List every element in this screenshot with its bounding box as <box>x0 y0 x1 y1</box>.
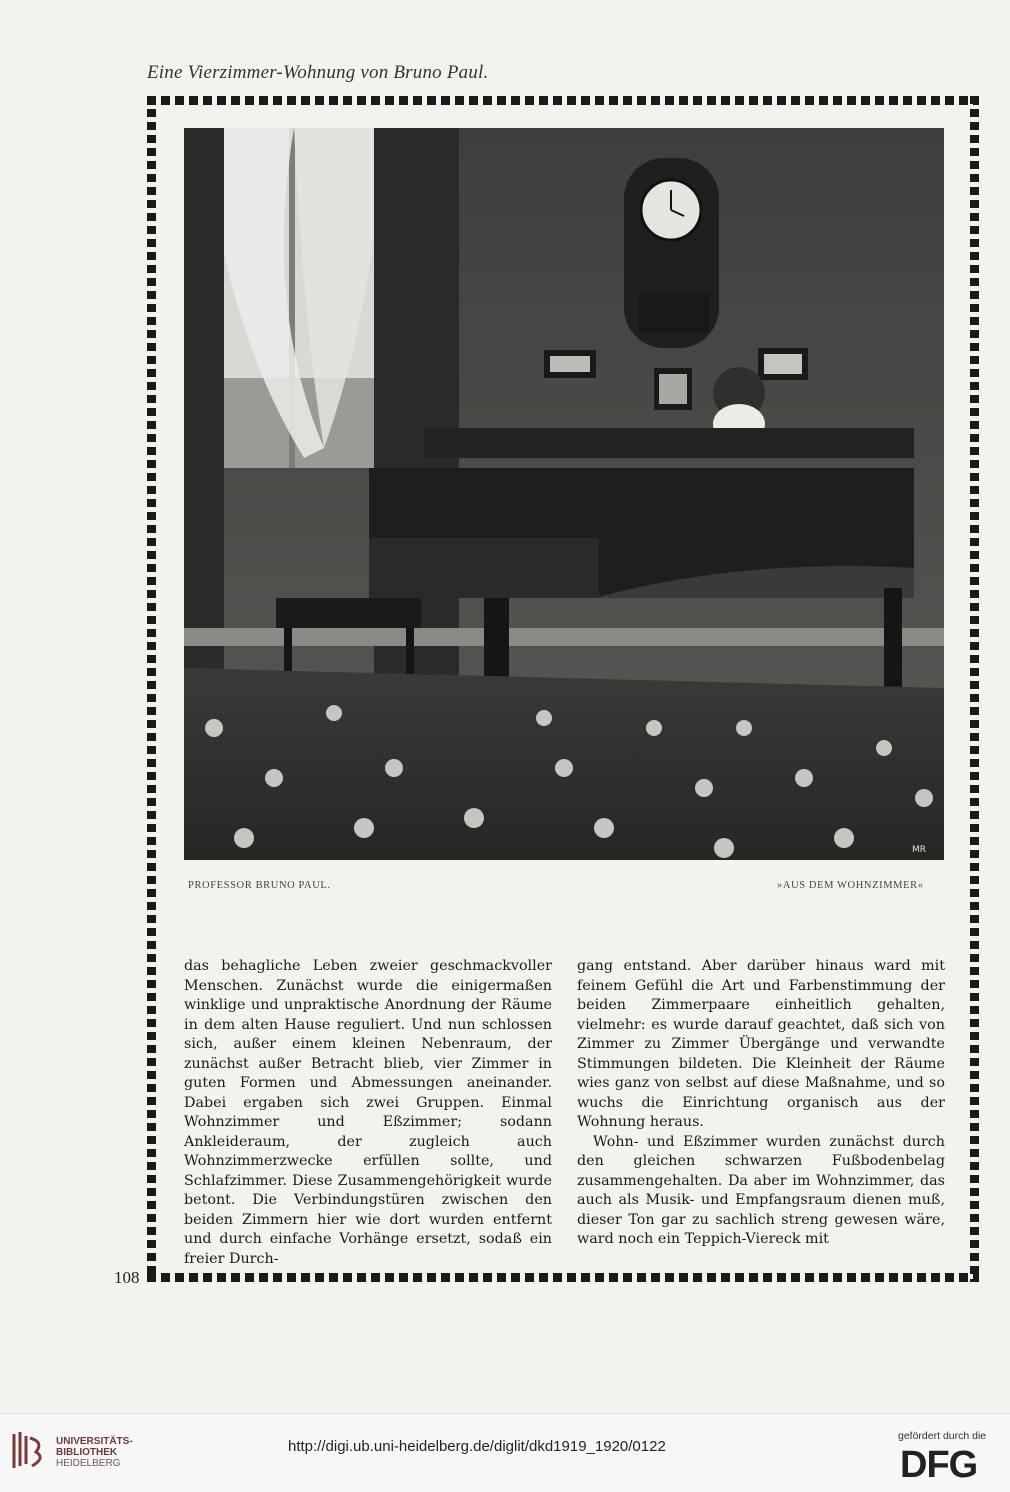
funding-note: gefördert durch die <box>898 1430 987 1442</box>
university-library-logo-icon[interactable] <box>10 1428 50 1476</box>
university-library-name <box>56 1436 133 1469</box>
right-column-paragraph: gang entstand. Aber darüber hinaus ward mit feinem Gefühl die Art und Farbenstimmung der beiden Zimmerpaare einheitlich gehalten, vielmehr: es wurde darauf geachtet, daß sich von Zimmer zu Zimmer Übergänge und verwandte Stimmungen bildeten. Die Kleinheit der Räume wies ganz von selbst auf diese Maßnahme, und so wuchs die Einrichtung organisch aus der Wohnung heraus. <box>577 958 945 1130</box>
library-name-line: HEIDELBERG <box>56 1458 121 1469</box>
left-column-paragraph: das behagliche Leben zweier geschmackvoller Menschen. Zunächst wurde die einigermaßen winklige und unpraktische Anordnung der Räume in dem alten Hause reguliert. Und nun schlossen sich, außer einem kleinen Nebenraum, der zunächst außer Betracht blieb, vier Zimmer in guten Formen und Abmessungen aneinander. Dabei ergaben sich zwei Gruppen. Einmal Wohnzimmer und Eßzimmer; sodann Ankleideraum, der zugleich auch Wohnzimmerzwecke erfüllen sollte, und Schlafzimmer. Diese Zusammengehörigkeit wurde betont. Die Verbindungstüren zwischen den beiden Zimmern hier wie dort wurden entfernt und durch einfache Vorhänge ersetzt, sodaß ein freier Durch- <box>184 958 552 1267</box>
figure-caption-title: »AUS DEM WOHNZIMMER« <box>777 880 924 891</box>
figure-caption-credit: PROFESSOR BRUNO PAUL. <box>188 880 331 891</box>
running-head: Eine Vierzimmer-Wohnung von Bruno Paul. <box>147 62 489 83</box>
frame-right-border <box>970 96 979 1282</box>
library-name-line: BIBLIOTHEK <box>56 1447 118 1458</box>
permalink-url[interactable]: http://digi.ub.uni-heidelberg.de/diglit/dkd1919_1920/0122 <box>288 1438 666 1455</box>
living-room-photograph <box>184 128 944 860</box>
dfg-logo-icon[interactable]: DFG <box>900 1444 978 1486</box>
right-column-paragraph: Wohn- und Eßzimmer wurden zunächst durch den gleichen schwarzen Fußbodenbelag zusammengehalten. Da aber im Wohnzimmer, das auch als Musik- und Empfangsraum dienen muß, dieser Ton gar zu sachlich streng gewesen wäre, ward noch ein Teppich-Viereck mit <box>577 1133 945 1247</box>
text-column-right <box>577 957 945 1250</box>
library-name-line: UNIVERSITÄTS- <box>56 1436 133 1447</box>
frame-bottom-border <box>147 1273 979 1282</box>
frame-top-border <box>147 96 979 105</box>
text-column-left <box>184 957 552 1269</box>
frame-left-border <box>147 96 156 1282</box>
photographer-monogram: MR <box>912 845 927 855</box>
page-number: 108 <box>114 1268 140 1287</box>
